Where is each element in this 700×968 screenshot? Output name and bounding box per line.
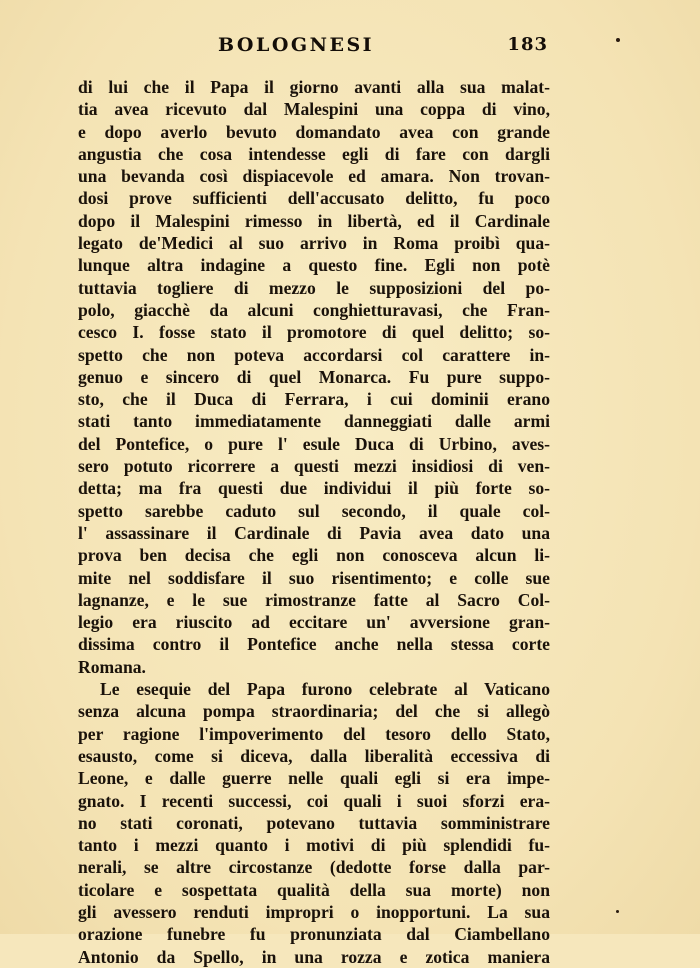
text-line: una bevanda così dispiacevole ed amara. Non trovan-	[78, 166, 550, 187]
text-line: detta; ma fra questi due individui il più forte so-	[78, 478, 550, 499]
text-line: senza alcuna pompa straordinaria; del che si allegò	[78, 701, 550, 722]
text-line: dissima contro il Pontefice anche nella stessa corte	[78, 634, 550, 655]
text-line: gli avessero renduti impropri o inopportuni. La sua	[78, 901, 550, 922]
text-line: tanto i mezzi quanto i motivi di più splendidi fu-	[78, 835, 550, 856]
text-line: e dopo averlo bevuto domandato avea con grande	[78, 121, 550, 142]
ink-speck	[616, 38, 620, 42]
page-number: 183	[507, 34, 548, 55]
running-title: BOLOGNESI	[218, 34, 375, 56]
text-line: sto, che il Duca di Ferrara, i cui dominii erano	[78, 389, 550, 410]
text-line: tuttavia togliere di mezzo le supposizioni del po-	[78, 277, 550, 298]
text-line: mite nel soddisfare il suo risentimento; e colle sue	[78, 567, 550, 588]
text-line: dosi prove sufficienti dell'accusato delitto, fu poco	[78, 188, 550, 209]
text-line: gnato. I recenti successi, coi quali i suoi sforzi era-	[78, 790, 550, 811]
ink-speck	[616, 910, 619, 913]
text-line: legato de'Medici al suo arrivo in Roma proibì qua-	[78, 233, 550, 254]
text-line: prova ben decisa che egli non conosceva alcun li-	[78, 545, 550, 566]
paragraph-start-line: Le esequie del Papa furono celebrate al Vaticano	[100, 679, 550, 700]
text-line: esausto, come si diceva, dalla liberalità eccessiva di	[78, 745, 550, 766]
text-line: nerali, se altre circostanze (dedotte forse dalla par-	[78, 857, 550, 878]
text-line: lagnanze, e le sue rimostranze fatte al Sacro Col-	[78, 589, 550, 610]
text-line: no stati coronati, potevano tuttavia somministrare	[78, 812, 550, 833]
text-line: legio era riuscito ad eccitare un' avversione gran-	[78, 612, 550, 633]
text-line: sero potuto ricorrere a questi mezzi insidiosi di ven-	[78, 456, 550, 477]
text-line: spetto che non poteva accordarsi col carattere in-	[78, 344, 550, 365]
paragraph-end-line: Romana.	[78, 656, 146, 677]
text-line: dopo il Malespini rimesso in libertà, ed il Cardinale	[78, 210, 550, 231]
text-line: orazione funebre fu pronunziata dal Ciambellano	[78, 924, 550, 945]
body-text	[78, 76, 550, 968]
text-line: stati tanto immediatamente danneggiati dalle armi	[78, 411, 550, 432]
text-line: spetto sarebbe caduto sul secondo, il quale col-	[78, 500, 550, 521]
text-line: angustia che cosa intendesse egli di fare con dargli	[78, 143, 550, 164]
text-line: tia avea ricevuto dal Malespini una coppa di vino,	[78, 99, 550, 120]
text-line: polo, giacchè da alcuni conghietturavasi, che Fran-	[78, 299, 550, 320]
text-line: lunque altra indagine a questo fine. Egli non potè	[78, 255, 550, 276]
text-line: ticolare e sospettata qualità della sua morte) non	[78, 879, 550, 900]
text-line: cesco I. fosse stato il promotore di quel delitto; so-	[78, 322, 550, 343]
text-line: Antonio da Spello, in una rozza e zotica maniera	[78, 946, 550, 967]
text-line: per ragione l'impoverimento del tesoro dello Stato,	[78, 723, 550, 744]
running-header	[78, 34, 550, 64]
text-line: di lui che il Papa il giorno avanti alla sua malat-	[78, 77, 550, 97]
text-line: Leone, e dalle guerre nelle quali egli si era impe-	[78, 768, 550, 789]
text-line: del Pontefice, o pure l' esule Duca di Urbino, aves-	[78, 433, 550, 454]
text-line: l' assassinare il Cardinale di Pavia avea dato una	[78, 522, 550, 543]
text-line: genuo e sincero di quel Monarca. Fu pure suppo-	[78, 366, 550, 387]
